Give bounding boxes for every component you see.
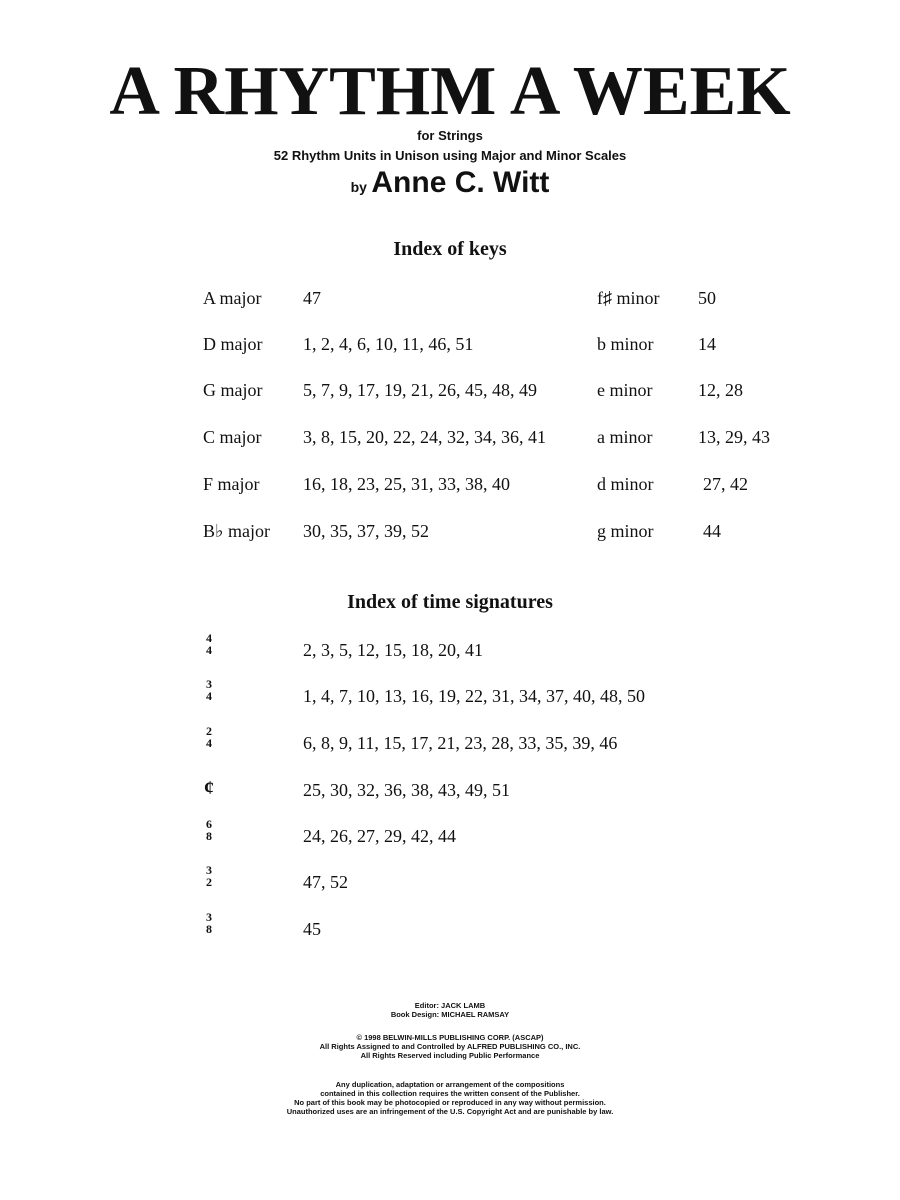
keys-row	[0, 288, 900, 316]
time-signature-row	[0, 863, 900, 908]
minor-key-pages: 13, 29, 43	[698, 427, 770, 447]
author-name: Anne C. Witt	[371, 166, 550, 199]
byline-by: by	[350, 179, 367, 195]
major-key-pages: 30, 35, 37, 39, 52	[303, 521, 429, 541]
major-key-pages: 1, 2, 4, 6, 10, 11, 46, 51	[303, 334, 474, 354]
time-signature-row	[0, 817, 900, 862]
time-signature-icon: 3 4	[206, 677, 212, 703]
subtitle-description: 52 Rhythm Units in Unison using Major and Minor Scales	[273, 148, 627, 163]
cut-time-icon: ¢	[204, 777, 214, 799]
major-key: C major	[203, 427, 262, 447]
minor-key: b minor	[597, 334, 654, 354]
keys-heading: Index of keys	[393, 238, 507, 260]
time-signature-row	[0, 724, 900, 769]
byline	[0, 166, 900, 200]
page-title: A RHYTHM A WEEK	[109, 53, 791, 130]
time-signature-row	[0, 677, 900, 722]
time-signature-pages: 6, 8, 9, 11, 15, 17, 21, 23, 28, 33, 35, 39, 46	[303, 733, 618, 753]
major-key: F major	[203, 474, 260, 494]
time-signature-pages: 2, 3, 5, 12, 15, 18, 20, 41	[303, 640, 483, 660]
minor-key-pages: 27, 42	[703, 474, 748, 494]
notice-line: Any duplication, adaptation or arrangement of the compositions	[335, 1080, 565, 1089]
subtitle-for-strings: for Strings	[417, 128, 483, 143]
keys-row	[0, 380, 900, 408]
minor-key-pages: 50	[698, 288, 716, 308]
minor-key-pages: 12, 28	[698, 380, 743, 400]
major-key: B♭ major	[203, 521, 270, 541]
time-signature-row	[0, 910, 900, 955]
time-signature-pages: 1, 4, 7, 10, 13, 16, 19, 22, 31, 34, 37, 40, 48, 50	[303, 686, 645, 706]
major-key: G major	[203, 380, 263, 400]
major-key-pages: 16, 18, 23, 25, 31, 33, 38, 40	[303, 474, 510, 494]
time-signature-pages: 45	[303, 919, 321, 939]
minor-key: f♯ minor	[597, 288, 660, 308]
major-key-pages: 47	[303, 288, 321, 308]
keys-row	[0, 521, 900, 549]
minor-key: d minor	[597, 474, 654, 494]
major-key-pages: 5, 7, 9, 17, 19, 21, 26, 45, 48, 49	[303, 380, 537, 400]
keys-row	[0, 334, 900, 362]
time-signature-pages: 25, 30, 32, 36, 38, 43, 49, 51	[303, 780, 510, 800]
copyright-line: © 1998 BELWIN-MILLS PUBLISHING CORP. (ASCAP)	[356, 1033, 544, 1042]
major-key: D major	[203, 334, 263, 354]
time-signature-icon: 3 2	[206, 863, 212, 889]
time-signature-row	[0, 777, 900, 816]
time-signature-row	[0, 631, 900, 676]
time-signature-icon: 6 8	[206, 817, 212, 843]
minor-key: g minor	[597, 521, 654, 541]
credits-notice	[0, 1080, 900, 1116]
time-signature-icon: 4 4	[206, 631, 212, 657]
minor-key-pages: 14	[698, 334, 716, 354]
credits-copyright	[0, 1033, 900, 1060]
time-signature-icon: 2 4	[206, 724, 212, 750]
minor-key: a minor	[597, 427, 653, 447]
design-credit: Book Design: MICHAEL RAMSAY	[390, 1010, 510, 1019]
credits-staff	[0, 1001, 900, 1019]
time-signature-pages: 24, 26, 27, 29, 42, 44	[303, 826, 456, 846]
minor-key-pages: 44	[703, 521, 721, 541]
assigned-line: All Rights Assigned to and Controlled by ALFRED PUBLISHING CO., INC.	[319, 1042, 581, 1051]
keys-row	[0, 427, 900, 455]
editor-credit: Editor: JACK LAMB	[414, 1001, 486, 1010]
major-key: A major	[203, 288, 262, 308]
notice-line: No part of this book may be photocopied or reproduced in any way without permission.	[294, 1098, 606, 1107]
reserved-line: All Rights Reserved including Public Performance	[360, 1051, 540, 1060]
notice-line: Unauthorized uses are an infringement of the U.S. Copyright Act and are punishable by law.	[286, 1107, 614, 1116]
time-signatures-heading: Index of time signatures	[347, 591, 553, 613]
time-signature-icon: 3 8	[206, 910, 212, 936]
time-signature-pages: 47, 52	[303, 872, 348, 892]
major-key-pages: 3, 8, 15, 20, 22, 24, 32, 34, 36, 41	[303, 427, 546, 447]
minor-key: e minor	[597, 380, 653, 400]
keys-row	[0, 474, 900, 502]
notice-line: contained in this collection requires the written consent of the Publisher.	[320, 1089, 580, 1098]
